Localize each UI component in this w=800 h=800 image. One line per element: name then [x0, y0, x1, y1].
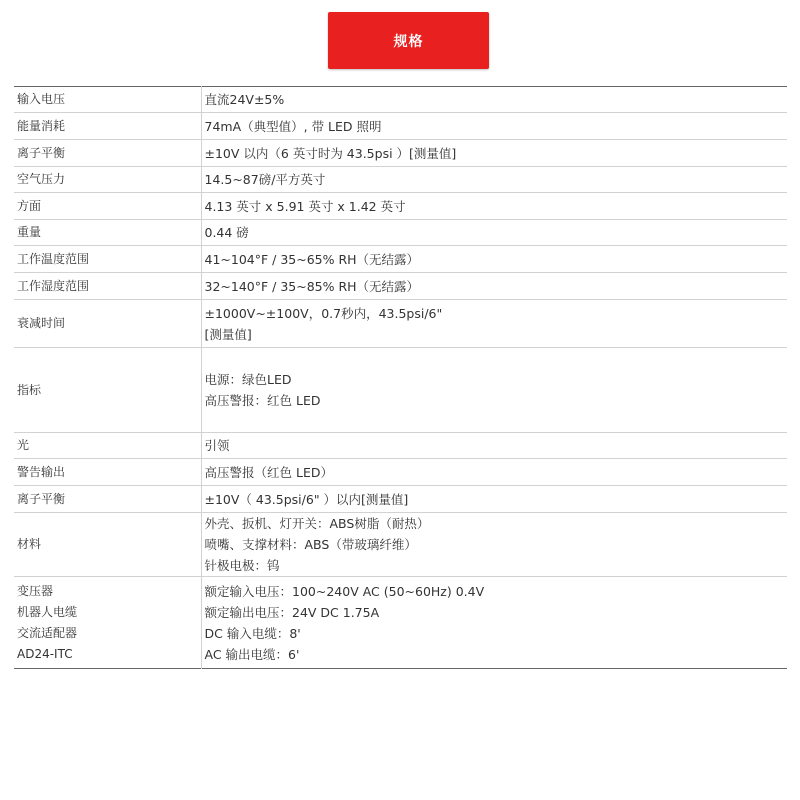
- spec-value: 0.44 磅: [204, 225, 249, 240]
- spec-value-cell: [201, 577, 787, 669]
- spec-value-cell: [201, 433, 787, 459]
- spec-label: 机器人电缆: [17, 604, 78, 619]
- spec-label: 光: [17, 438, 30, 452]
- spec-row: [14, 167, 787, 193]
- spec-row: [14, 459, 787, 486]
- spec-label: 工作湿度范围: [17, 278, 90, 293]
- spec-label: 离子平衡: [17, 491, 66, 506]
- spec-value: [测量值]: [204, 326, 252, 342]
- spec-value-cell: [201, 220, 787, 246]
- spec-label-cell: [14, 113, 201, 140]
- spec-label: 变压器: [17, 583, 54, 598]
- spec-value: 喷嘴、支撑材料：ABS（带玻璃纤维）: [204, 537, 417, 552]
- spec-value: 引领: [204, 438, 230, 453]
- spec-row: [14, 577, 787, 669]
- spec-label-cell: [14, 300, 201, 348]
- spec-label: 输入电压: [17, 92, 66, 106]
- spec-label-cell: [14, 459, 201, 486]
- spec-value-cell: [201, 167, 787, 193]
- spec-row: [14, 300, 787, 348]
- spec-row: [14, 193, 787, 220]
- spec-value-cell: [201, 87, 787, 113]
- spec-value: 高压警报（红色 LED）: [204, 464, 333, 480]
- spec-label: 交流适配器: [17, 625, 78, 640]
- spec-value: 4.13 英寸 x 5.91 英寸 x 1.42 英寸: [204, 198, 406, 214]
- spec-value-cell: [201, 300, 787, 348]
- spec-value-cell: [201, 273, 787, 300]
- spec-value: 外壳、扳机、灯开关：ABS树脂（耐热）: [204, 516, 430, 531]
- spec-label-cell: [14, 433, 201, 459]
- spec-row: [14, 220, 787, 246]
- spec-value: 电源：绿色LED: [204, 372, 292, 387]
- spec-value: DC 输入电缆：8': [204, 625, 301, 641]
- spec-tab[interactable]: [328, 12, 489, 69]
- spec-label-cell: [14, 220, 201, 246]
- spec-label-cell: [14, 577, 201, 669]
- spec-value-cell: [201, 140, 787, 167]
- spec-label: 指标: [17, 382, 42, 397]
- spec-value-cell: [201, 113, 787, 140]
- spec-label-cell: [14, 193, 201, 220]
- spec-label-cell: [14, 486, 201, 513]
- spec-row: [14, 348, 787, 433]
- spec-row: [14, 486, 787, 513]
- spec-label-cell: [14, 513, 201, 577]
- spec-value: 41~104°F / 35~65% RH（无结露）: [204, 251, 420, 267]
- spec-value: 针极电极：钨: [204, 558, 280, 573]
- spec-label: 能量消耗: [17, 118, 66, 133]
- spec-row: [14, 246, 787, 273]
- spec-value: ±10V 以内（6 英寸时为 43.5psi ）[测量值]: [204, 145, 457, 161]
- spec-label-cell: [14, 87, 201, 113]
- spec-row: [14, 433, 787, 459]
- spec-label: 衰减时间: [17, 316, 66, 330]
- spec-label-cell: [14, 167, 201, 193]
- spec-value: 额定输出电压：24V DC 1.75A: [204, 604, 380, 620]
- spec-label: 工作温度范围: [17, 251, 90, 266]
- spec-row: [14, 113, 787, 140]
- spec-label-cell: [14, 273, 201, 300]
- spec-value-cell: [201, 246, 787, 273]
- spec-value-cell: [201, 348, 787, 433]
- spec-label: 警告输出: [17, 464, 66, 479]
- spec-label-cell: [14, 348, 201, 433]
- spec-label: 离子平衡: [17, 145, 66, 160]
- spec-label: AD24-ITC: [17, 646, 73, 661]
- spec-value-cell: [201, 193, 787, 220]
- spec-label: 空气压力: [17, 172, 66, 186]
- spec-value: ±1000V~±100V，0.7秒内，43.5psi/6": [204, 305, 443, 321]
- spec-tab-label: 规格: [393, 33, 424, 50]
- spec-value-cell: [201, 459, 787, 486]
- spec-label: 方面: [17, 198, 42, 213]
- spec-value: 32~140°F / 35~85% RH（无结露）: [204, 278, 420, 294]
- spec-value: 高压警报：红色 LED: [204, 393, 321, 408]
- spec-value: 直流24V±5%: [204, 92, 285, 107]
- spec-value: ±10V（ 43.5psi/6" ）以内[测量值]: [204, 491, 409, 507]
- spec-value: 额定输入电压：100~240V AC (50~60Hz) 0.4V: [204, 583, 485, 599]
- spec-label: 材料: [17, 537, 42, 551]
- spec-row: [14, 87, 787, 113]
- spec-value: AC 输出电缆：6': [204, 646, 300, 662]
- spec-row: [14, 140, 787, 167]
- spec-value: 74mA（典型值）, 带 LED 照明: [204, 118, 382, 134]
- spec-table: [14, 86, 787, 669]
- spec-value-cell: [201, 513, 787, 577]
- spec-label-cell: [14, 246, 201, 273]
- spec-row: [14, 513, 787, 577]
- spec-label-cell: [14, 140, 201, 167]
- spec-value: 14.5~87磅/平方英寸: [204, 172, 326, 187]
- spec-row: [14, 273, 787, 300]
- spec-value-cell: [201, 486, 787, 513]
- spec-label: 重量: [17, 225, 42, 239]
